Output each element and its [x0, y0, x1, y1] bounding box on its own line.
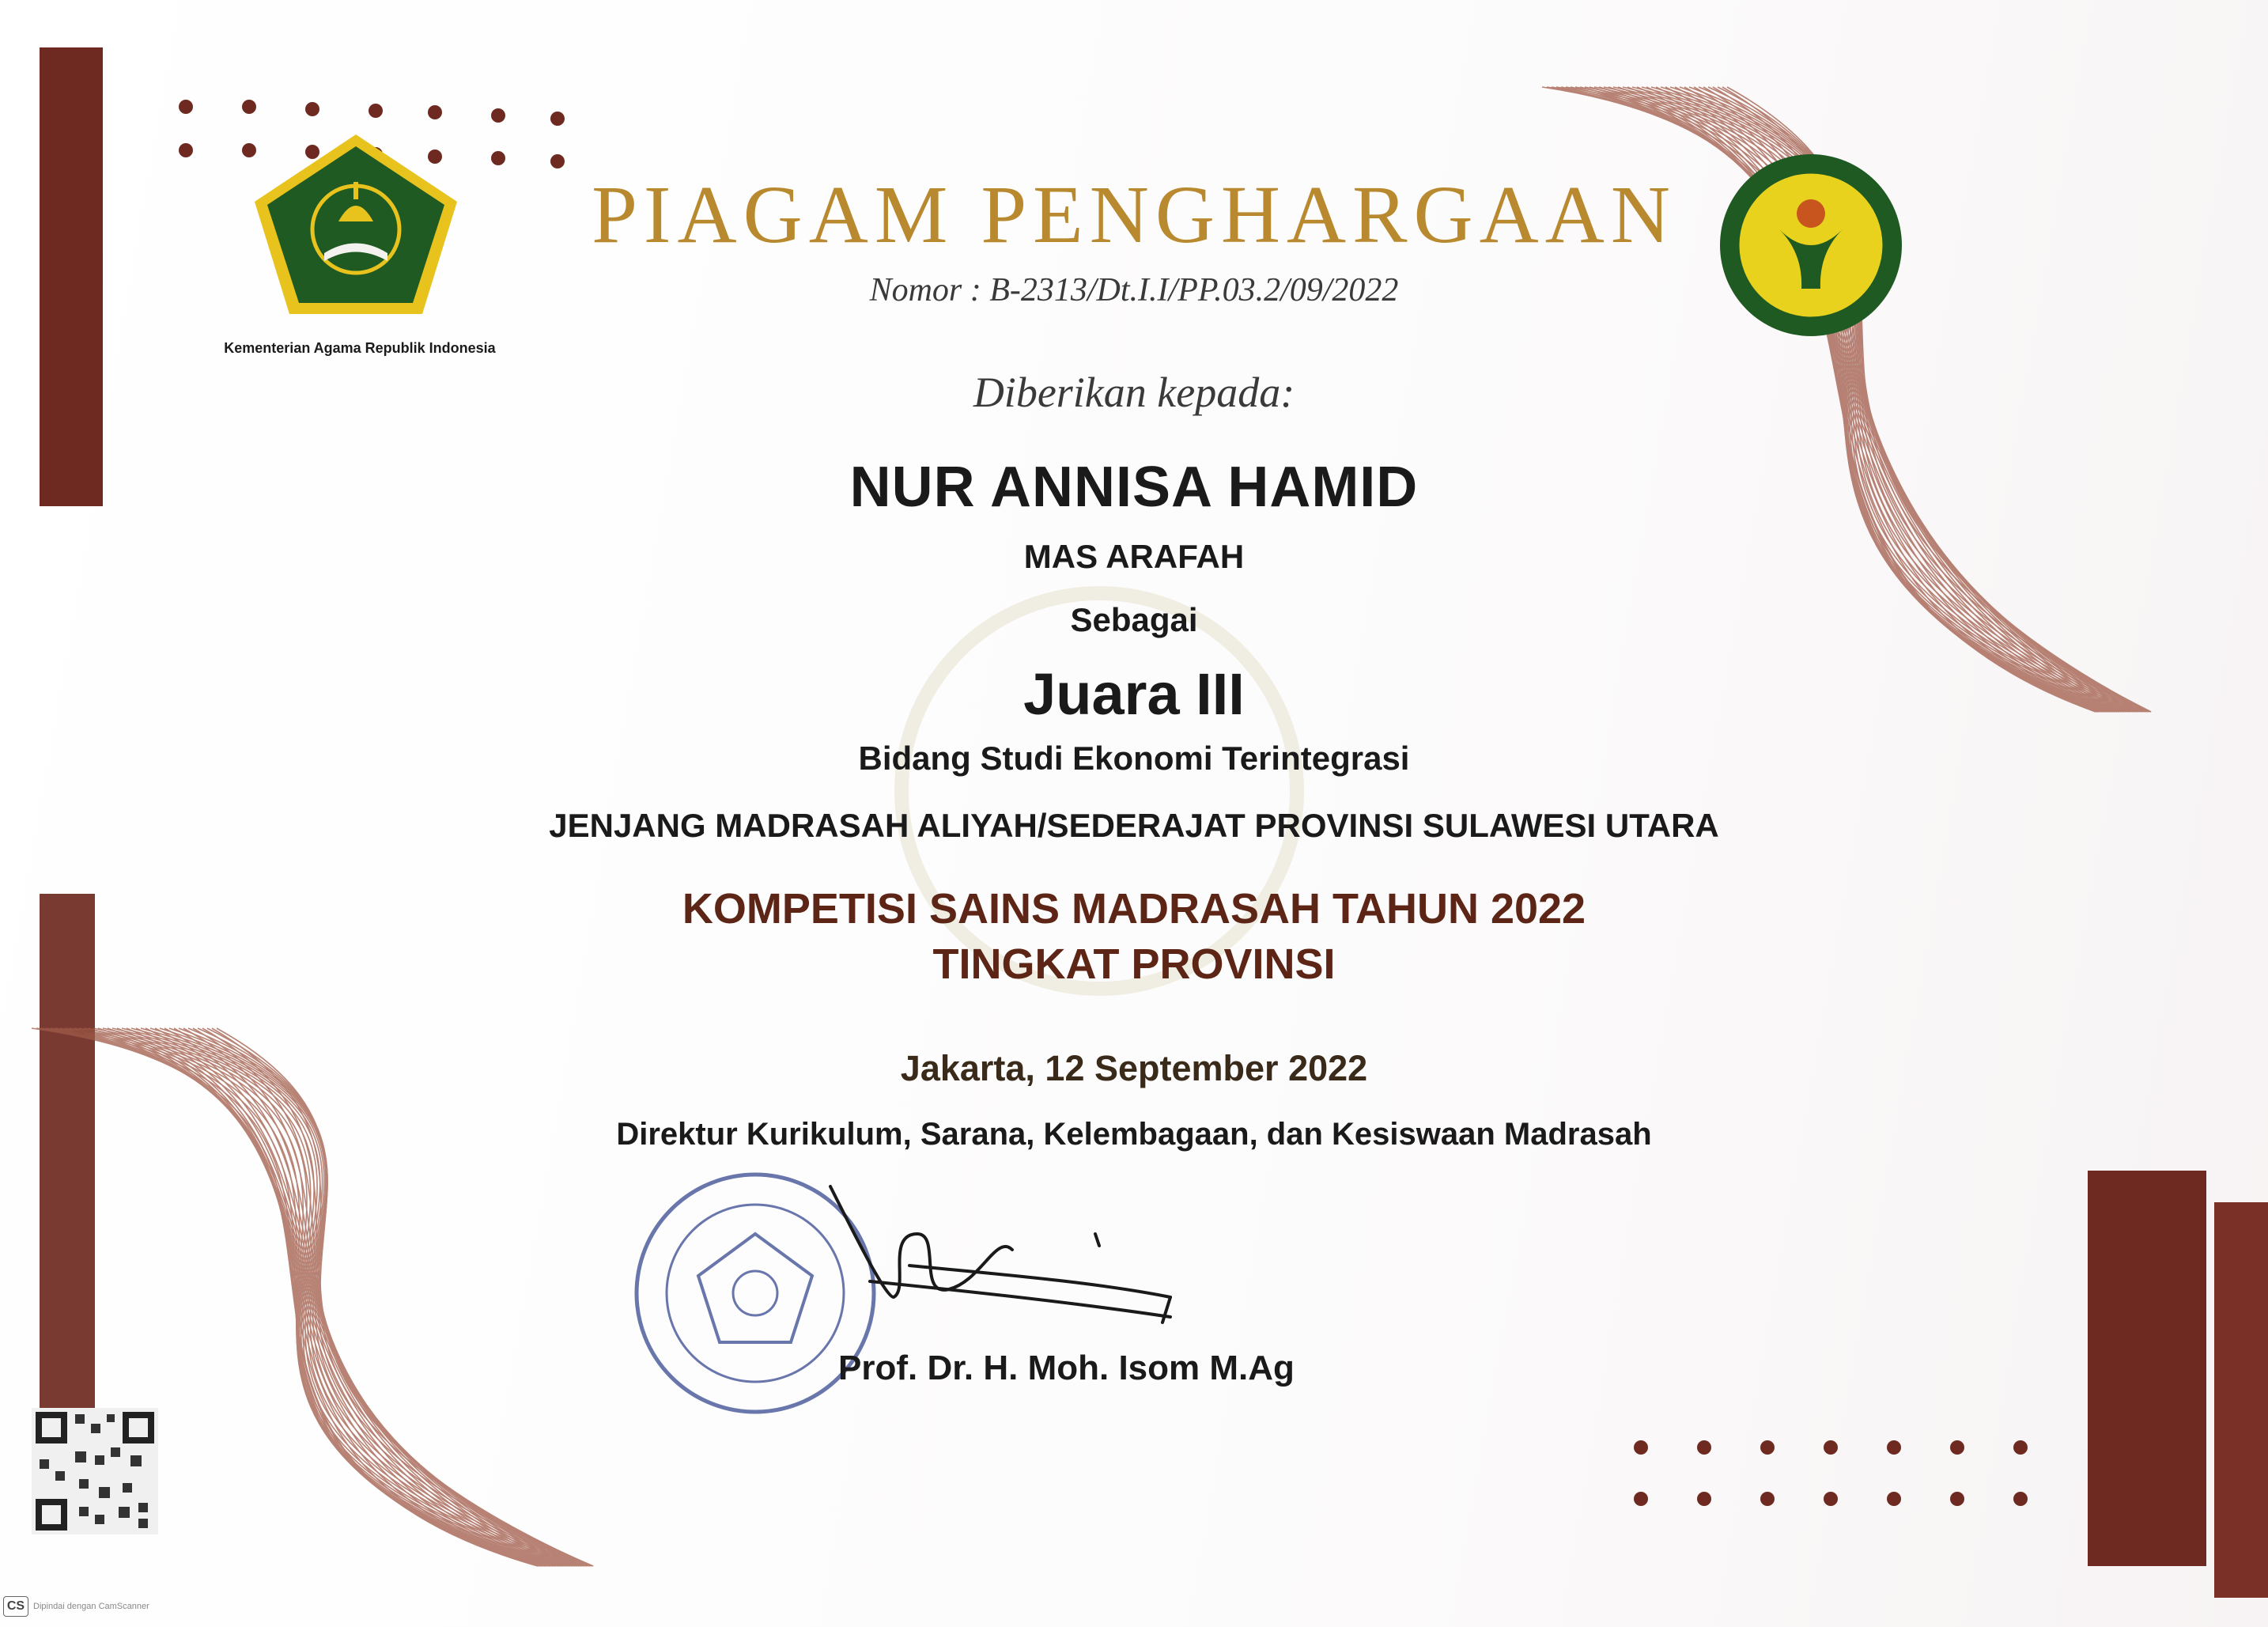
- competition-tier: TINGKAT PROVINSI: [932, 940, 1336, 988]
- issuer-caption: Kementerian Agama Republik Indonesia: [224, 340, 496, 356]
- recipient-school: MAS ARAFAH: [1023, 538, 1245, 575]
- recipient-name: NUR ANNISA HAMID: [849, 456, 1419, 519]
- bottom-right-dots: [1634, 1440, 2028, 1506]
- award-level: JENJANG MADRASAH ALIYAH/SEDERAJAT PROVINSI SULAWESI UTARA: [549, 807, 1719, 844]
- signer-position: Direktur Kurikulum, Sarana, Kelembagaan, dan Kesiswaan Madrasah: [616, 1117, 1652, 1152]
- as-label: Sebagai: [1070, 601, 1198, 638]
- camscanner-caption: Dipindai dengan CamScanner: [33, 1602, 149, 1611]
- certificate-title: PIAGAM PENGHARGAAN: [592, 169, 1676, 260]
- right-bottom-bar: [2088, 1171, 2206, 1566]
- signature: [830, 1186, 1170, 1322]
- qr-code: [32, 1408, 158, 1534]
- given-to-label: Diberikan kepada:: [973, 369, 1295, 416]
- right-edge-bar: [2214, 1202, 2268, 1598]
- competition-name: KOMPETISI SAINS MADRASAH TAHUN 2022: [682, 885, 1586, 933]
- award-title: Juara III: [1023, 661, 1245, 727]
- camscanner-badge: CS: [3, 1596, 28, 1617]
- signer-name: Prof. Dr. H. Moh. Isom M.Ag: [838, 1349, 1295, 1387]
- place-date: Jakarta, 12 September 2022: [900, 1048, 1368, 1088]
- award-field: Bidang Studi Ekonomi Terintegrasi: [858, 740, 1410, 777]
- certificate-number: Nomor : B-2313/Dt.I.I/PP.03.2/09/2022: [869, 272, 1399, 308]
